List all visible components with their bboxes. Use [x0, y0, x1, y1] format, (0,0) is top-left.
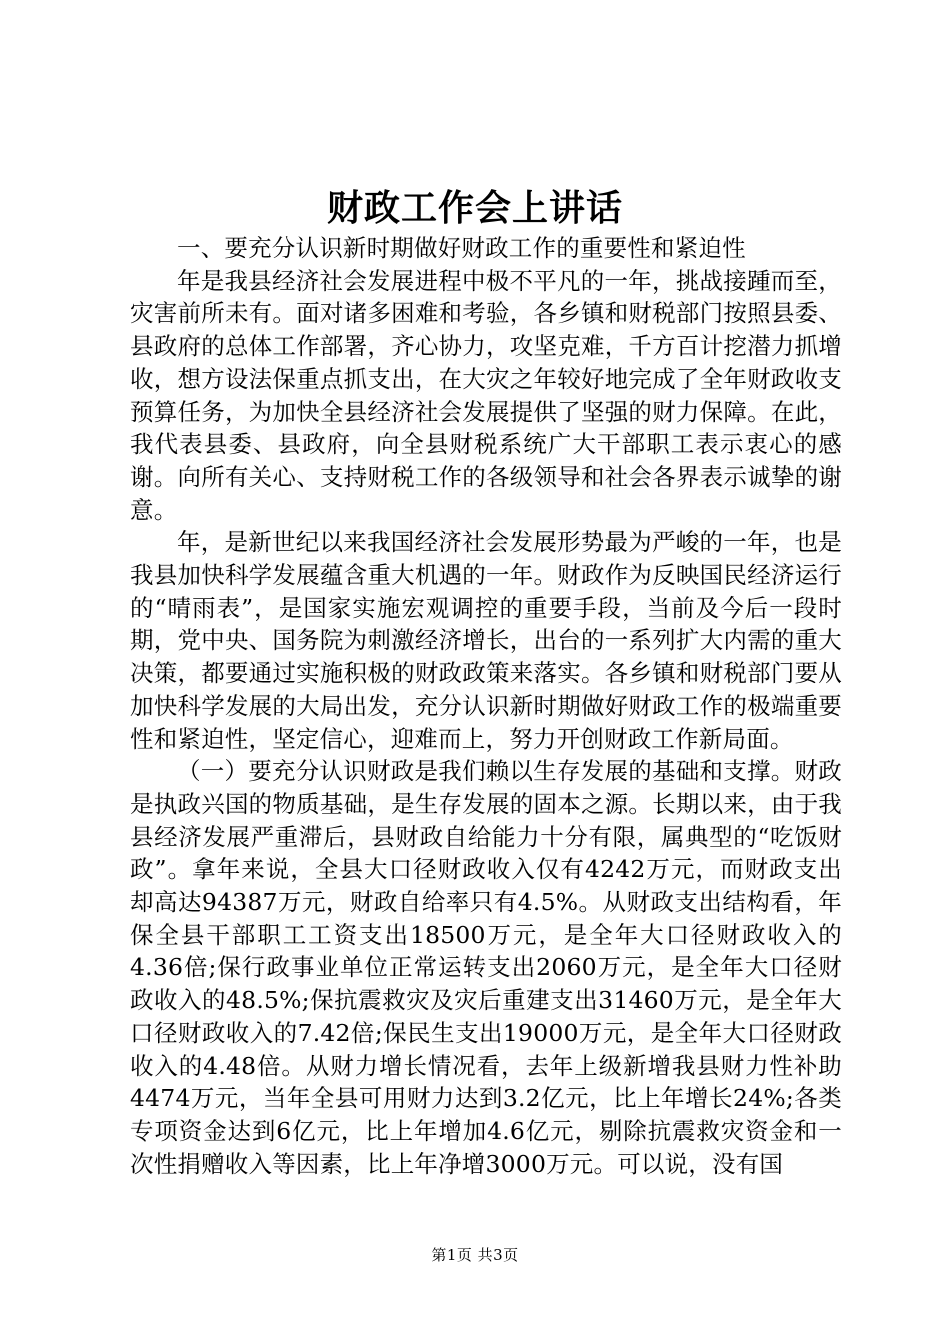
section-heading: 一、要充分认识新时期做好财政工作的重要性和紧迫性: [177, 234, 746, 262]
page-number-footer: 第1页 共3页: [431, 1246, 519, 1264]
document-body: [130, 232, 842, 1180]
body-paragraph: 年，是新世纪以来我国经济社会发展形势最为严峻的一年，也是我县加快科学发展蕴含重大机遇的一年。财政作为反映国民经济运行的“晴雨表”，是国家实施宏观调控的重要手段，当前及今后一段时期，党中央、国务院为刺激经济增长，出台的一系列扩大内需的重大决策，都要通过实施积极的财政政策来落实。各乡镇和财税部门要从加快科学发展的大局出发，充分认识新时期做好财政工作的极端重要性和紧迫性，坚定信心，迎难而上，努力开创财政工作新局面。: [130, 528, 842, 753]
body-paragraph: （一）要充分认识财政是我们赖以生存发展的基础和支撑。财政是执政兴国的物质基础，是生存发展的固本之源。长期以来，由于我县经济发展严重滞后，县财政自给能力十分有限，属典型的“吃饭财政”。拿年来说，全县大口径财政收入仅有4242万元，而财政支出却高达94387万元，财政自给率只有4.5%。从财政支出结构看，年保全县干部职工工资支出18500万元，是全年大口径财政收入的4.36倍;保行政事业单位正常运转支出2060万元，是全年大口径财政收入的48.5%;保抗震救灾及灾后重建支出31460万元，是全年大口径财政收入的7.42倍;保民生支出19000万元，是全年大口径财政收入的4.48倍。从财力增长情况看，去年上级新增我县财力性补助4474万元，当年全县可用财力达到3.2亿元，比上年增长24%;各类专项资金达到6亿元，比上年增加4.6亿元，剔除抗震救灾资金和一次性捐赠收入等因素，比上年净增3000万元。可以说，没有国: [130, 757, 842, 1178]
body-paragraph: 年是我县经济社会发展进程中极不平凡的一年，挑战接踵而至，灾害前所未有。面对诸多困难和考验，各乡镇和财税部门按照县委、县政府的总体工作部署，齐心协力，攻坚克难，千方百计挖潜力抓增收，想方设法保重点抓支出，在大灾之年较好地完成了全年财政收支预算任务，为加快全县经济社会发展提供了坚强的财力保障。在此，我代表县委、县政府，向全县财税系统广大干部职工表示衷心的感谢。向所有关心、支持财税工作的各级领导和社会各界表示诚挚的谢意。: [130, 266, 842, 524]
document-title: 财政工作会上讲话: [326, 187, 623, 229]
